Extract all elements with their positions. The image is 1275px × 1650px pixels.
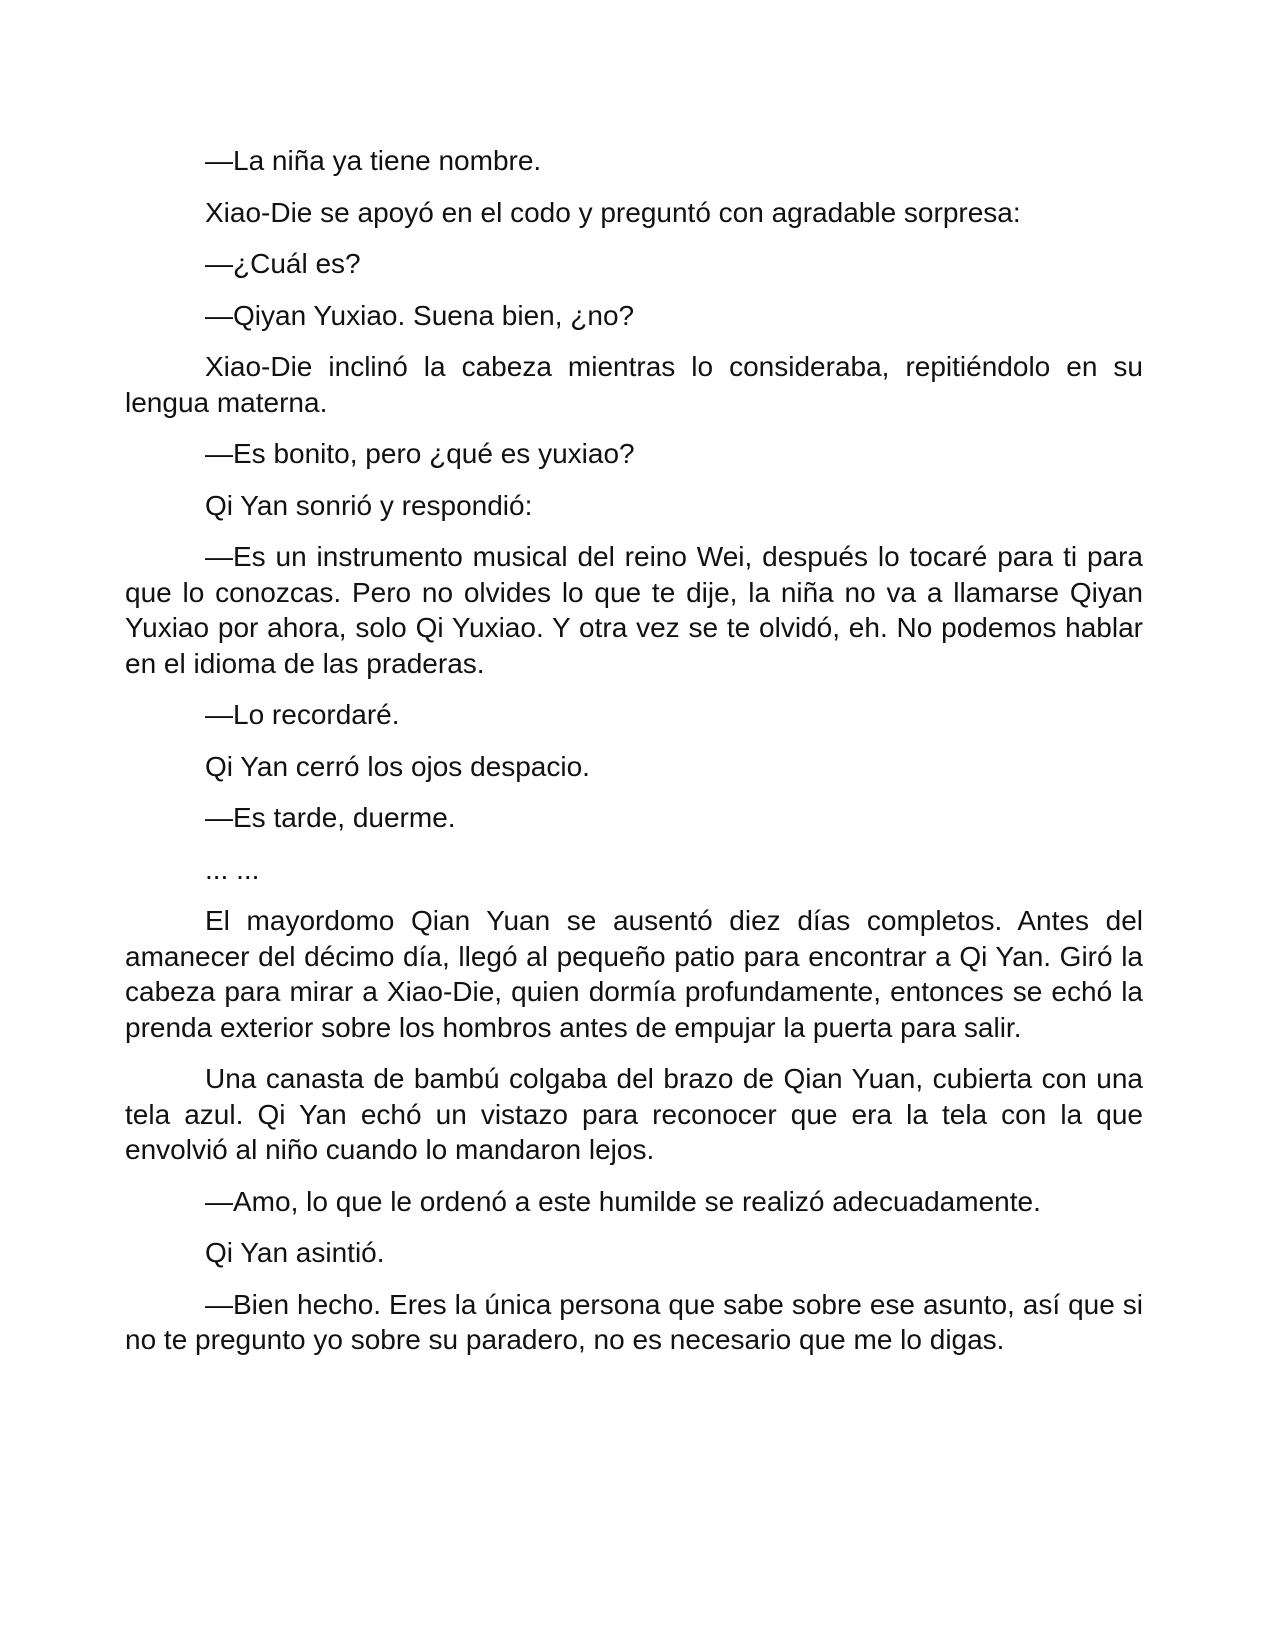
paragraph-6: —Es bonito, pero ¿qué es yuxiao?	[205, 438, 635, 469]
paragraph-9: —Lo recordaré.	[205, 699, 400, 730]
paragraph-3: —¿Cuál es?	[205, 248, 361, 279]
paragraph-17: —Bien hecho. Eres la única persona que sabe sobre ese asunto, así que si no te pregunto yo sobre su paradero, no es necesario que me lo digas.	[125, 1288, 1143, 1355]
paragraph-16: Qi Yan asintió.	[205, 1237, 385, 1268]
paragraph-14: Una canasta de bambú colgaba del brazo de Qian Yuan, cubierta con una tela azul. Qi Yan echó un vistazo para reconocer que era la tela con la que envolvió al niño cuando lo mandaron lejos.	[125, 1063, 1143, 1165]
paragraph-10: Qi Yan cerró los ojos despacio.	[205, 750, 590, 782]
paragraph-5: Xiao-Die inclinó la cabeza mientras lo consideraba, repitiéndolo en su lengua materna.	[125, 351, 1143, 418]
paragraph-2: Xiao-Die se apoyó en el codo y preguntó con agradable sorpresa:	[205, 196, 1021, 228]
body-text	[125, 143, 1143, 1374]
paragraph-1: —La niña ya tiene nombre.	[205, 145, 542, 176]
paragraph-15: —Amo, lo que le ordenó a este humilde se realizó adecuadamente.	[205, 1185, 1041, 1217]
scene-break: ... ...	[205, 853, 260, 885]
paragraph-4: —Qiyan Yuxiao. Suena bien, ¿no?	[205, 299, 635, 331]
paragraph-13: El mayordomo Qian Yuan se ausentó diez días completos. Antes del amanecer del décimo día, llegó al pequeño patio para encontrar a Qi Yan. Giró la cabeza para mirar a Xiao-Die, quien dormía profundamente, entonces se echó la prenda exterior sobre los hombros antes de empujar la puerta para salir.	[125, 905, 1143, 1043]
paragraph-8: —Es un instrumento musical del reino Wei, después lo tocaré para ti para que lo conozcas. Pero no olvides lo que te dije, la niña no va a llamarse Qiyan Yuxiao por ahora, solo Qi Yuxiao. Y otra vez se te olvidó, eh. No podemos hablar en el idioma de las praderas.	[125, 541, 1143, 679]
paragraph-11: —Es tarde, duerme.	[205, 802, 456, 833]
paragraph-7: Qi Yan sonrió y respondió:	[205, 489, 533, 521]
